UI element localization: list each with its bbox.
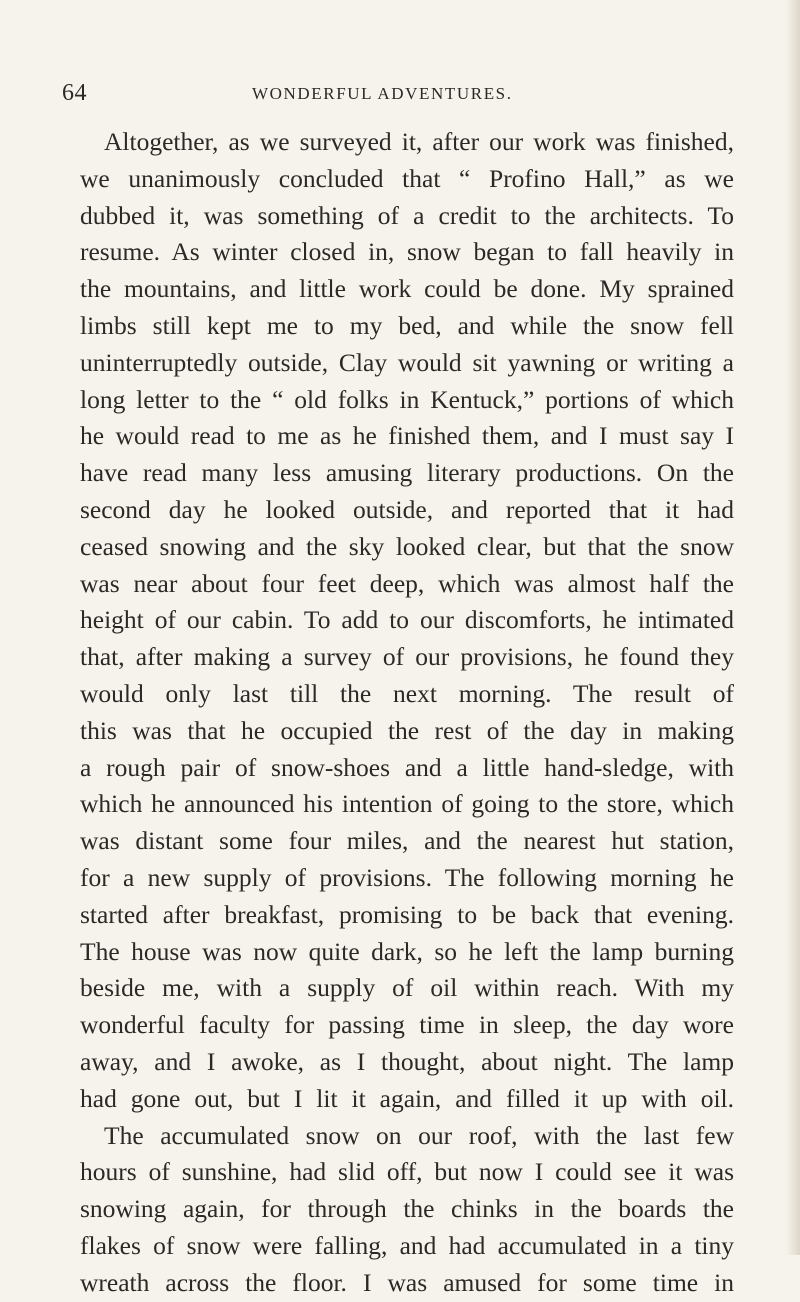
text-line: resume. As winter closed in, snow began to fall heavily in — [80, 237, 734, 267]
text-line: Altogether, as we surveyed it, after our work was finished, — [104, 127, 734, 156]
text-line: wonderful faculty for passing time in sleep, the day wore — [80, 1010, 734, 1040]
text-line: hours of sunshine, had slid off, but now I could see it was — [80, 1157, 734, 1187]
text-line: ceased snowing and the sky looked clear, but that the snow — [80, 531, 734, 561]
text-line: uninterruptedly outside, Clay would sit yawning or writing a — [80, 347, 734, 377]
page-header — [62, 80, 722, 110]
text-line: second day he looked outside, and reported that it had — [80, 494, 734, 524]
text-line: The house was now quite dark, so he left the lamp burning — [80, 936, 734, 966]
text-line: he would read to me as he finished them, and I must say I — [80, 421, 734, 451]
text-line: have read many less amusing literary productions. On the — [80, 458, 734, 488]
text-line: The accumulated snow on our roof, with the last few — [104, 1120, 734, 1150]
text-line: the mountains, and little work could be done. My sprained — [80, 274, 734, 304]
text-line: away, and I awoke, as I thought, about night. The lamp — [80, 1046, 734, 1076]
text-line: wreath across the floor. I was amused for some time in — [80, 1267, 734, 1297]
text-line: a rough pair of snow-shoes and a little hand-sledge, with — [80, 752, 734, 782]
text-line: for a new supply of provisions. The following morning he — [80, 862, 734, 892]
text-line: we unanimously concluded that “ Profino Hall,” as we — [80, 163, 734, 193]
text-line: which he announced his intention of going to the store, which — [80, 789, 734, 819]
text-line: height of our cabin. To add to our discomforts, he intimated — [80, 605, 734, 635]
body-text — [80, 124, 734, 1302]
text-line: started after breakfast, promising to be back that evening. — [80, 899, 734, 929]
text-line: had gone out, but I lit it again, and filled it up with oil. — [80, 1083, 734, 1113]
text-line: this was that he occupied the rest of the day in making — [80, 715, 734, 745]
text-line: beside me, with a supply of oil within reach. With my — [80, 973, 734, 1003]
text-line: dubbed it, was something of a credit to the architects. To — [80, 200, 734, 230]
text-line: was near about four feet deep, which was almost half the — [80, 568, 734, 598]
text-line: flakes of snow were falling, and had accumulated in a tiny — [80, 1230, 734, 1260]
text-line: limbs still kept me to my bed, and while the snow fell — [80, 310, 734, 340]
text-line: was distant some four miles, and the nearest hut station, — [80, 826, 734, 856]
text-line: snowing again, for through the chinks in the boards the — [80, 1194, 734, 1224]
page-edge-shadow — [786, 0, 800, 1255]
text-line: would only last till the next morning. The result of — [80, 678, 734, 708]
page-number: 64 — [62, 80, 87, 106]
text-line: long letter to the “ old folks in Kentuck,” portions of which — [80, 384, 734, 414]
running-head: WONDERFUL ADVENTURES. — [252, 84, 513, 103]
text-line: that, after making a survey of our provisions, he found they — [80, 642, 734, 672]
